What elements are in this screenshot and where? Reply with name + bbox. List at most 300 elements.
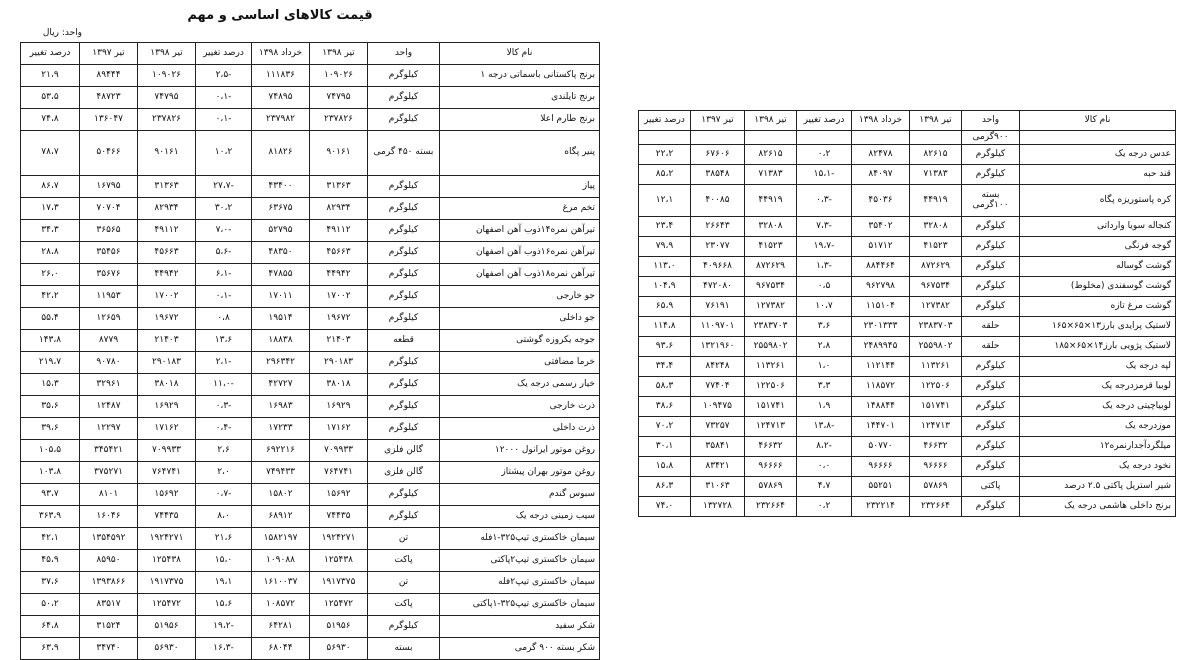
item-name-cell: تخم مرغ bbox=[440, 198, 600, 220]
table-cell: ۸۴۰۹۷ bbox=[852, 165, 910, 185]
table-row bbox=[639, 377, 1176, 397]
item-name-cell: سیمان خاکستری تیپ۲پاکتی bbox=[440, 550, 600, 572]
item-name-cell: گوجه فرنگی bbox=[1020, 237, 1176, 257]
table-cell: کیلوگرم bbox=[368, 264, 440, 286]
table-cell: ۴۴۹۱۹ bbox=[745, 185, 797, 217]
table-cell: ۲۳۲۲۱۴ bbox=[852, 497, 910, 517]
table-cell: ۱۵۱۷۴۱ bbox=[910, 397, 962, 417]
table-cell: ۱۷،۳ bbox=[21, 198, 80, 220]
item-name-cell: روغن موتور ایرانول ۱۲۰۰۰ bbox=[440, 440, 600, 462]
table-cell: ۳۰،۲ bbox=[196, 198, 252, 220]
table-cell: ۱۵۶۹۲ bbox=[310, 484, 368, 506]
table-cell: ۲۶،۰ bbox=[21, 264, 80, 286]
table-cell: ۶۹۲۲۱۶ bbox=[252, 440, 310, 462]
table-cell: ۱۰۵،۵ bbox=[21, 440, 80, 462]
table-cell: کیلوگرم bbox=[962, 145, 1020, 165]
table-row bbox=[21, 484, 600, 506]
table-cell: ۵۸،۳ bbox=[639, 377, 691, 397]
column-header: نام کالا bbox=[1020, 111, 1176, 131]
item-name-cell: شیر استریل پاکتی ۲.۵ درصد bbox=[1020, 477, 1176, 497]
table-cell: -۰،۱ bbox=[196, 87, 252, 109]
item-name-cell: لاستیک پرایدی بارز۱۳×۶۵×۱۶۵ bbox=[1020, 317, 1176, 337]
table-cell: ۸۳۴۲۱ bbox=[691, 457, 745, 477]
table-cell: ۳۵۴۵۶ bbox=[80, 242, 138, 264]
table-cell: ۷۴۴۳۵ bbox=[138, 506, 196, 528]
table-cell: ۱۰۸۵۷۲ bbox=[252, 594, 310, 616]
table-cell: ۲۵۵۹۸۰۲ bbox=[745, 337, 797, 357]
table-cell: ۸۵،۲ bbox=[639, 165, 691, 185]
table-cell: ۴۹۱۱۲ bbox=[310, 220, 368, 242]
table-cell: ۲۳۷۹۸۲ bbox=[252, 109, 310, 131]
table-row bbox=[21, 242, 600, 264]
table-cell: ۴۴۹۱۹ bbox=[910, 185, 962, 217]
table-cell: -۵،۶ bbox=[196, 242, 252, 264]
table-cell: ۴۳۴۰۰ bbox=[252, 176, 310, 198]
table-cell: ۵۷۸۶۹ bbox=[745, 477, 797, 497]
table-cell: ۲۶۶۴۳ bbox=[691, 217, 745, 237]
table-row bbox=[21, 418, 600, 440]
table-cell: -۲۷،۷ bbox=[196, 176, 252, 198]
table-cell: ۷۸،۷ bbox=[21, 131, 80, 176]
table-cell: کیلوگرم bbox=[368, 484, 440, 506]
table-cell: ۷۷۴۰۴ bbox=[691, 377, 745, 397]
table-cell: -۶،۱ bbox=[196, 264, 252, 286]
table-cell: کیلوگرم bbox=[368, 506, 440, 528]
table-cell: ۸۲۹۳۴ bbox=[138, 198, 196, 220]
column-header: نام کالا bbox=[440, 43, 600, 65]
table-cell: ۴۴۹۴۲ bbox=[138, 264, 196, 286]
column-header: تیر ۱۳۹۸ bbox=[138, 43, 196, 65]
table-row bbox=[639, 477, 1176, 497]
table-cell: ۲۸،۸ bbox=[21, 242, 80, 264]
table-cell: ۹۰۱۶۱ bbox=[310, 131, 368, 176]
table-cell: ۴۸۳۵۰ bbox=[252, 242, 310, 264]
table-cell: ۴۱۵۲۳ bbox=[910, 237, 962, 257]
table-cell: -۰،۱ bbox=[196, 286, 252, 308]
table-cell: ۴۲۷۲۷ bbox=[252, 374, 310, 396]
column-header: درصد تغییر bbox=[196, 43, 252, 65]
table-cell: ۶۴۲۸۱ bbox=[252, 616, 310, 638]
table-row bbox=[639, 437, 1176, 457]
table-row bbox=[21, 286, 600, 308]
table-row bbox=[21, 440, 600, 462]
table-cell: ۳۵۸۴۱ bbox=[691, 437, 745, 457]
table-cell: ۱۱۱۸۳۶ bbox=[252, 65, 310, 87]
table-row bbox=[21, 572, 600, 594]
table-cell: کیلوگرم bbox=[962, 257, 1020, 277]
document-title: قیمت کالاهای اساسی و مهم bbox=[187, 8, 373, 23]
item-name-cell: ذرت داخلی bbox=[440, 418, 600, 440]
table-cell: کیلوگرم bbox=[368, 286, 440, 308]
table-row bbox=[21, 352, 600, 374]
table-cell: ۱۹۱۷۳۷۵ bbox=[138, 572, 196, 594]
item-name-cell: جو خارجی bbox=[440, 286, 600, 308]
table-cell: ۷۱۳۸۳ bbox=[910, 165, 962, 185]
table-cell: کیلوگرم bbox=[962, 497, 1020, 517]
table-row bbox=[639, 397, 1176, 417]
table-cell: ۴۱۵۲۳ bbox=[745, 237, 797, 257]
table-cell: ۲،۰ bbox=[196, 462, 252, 484]
table-cell: ۲۲،۲ bbox=[639, 145, 691, 165]
table-cell: ۲۳۰۱۳۳۳ bbox=[852, 317, 910, 337]
table-cell: ۱۹۶۷۲ bbox=[310, 308, 368, 330]
table-cell: کیلوگرم bbox=[962, 165, 1020, 185]
table-cell: ۱۵،۰ bbox=[196, 550, 252, 572]
table-cell: ۷۰۹۹۳۳ bbox=[310, 440, 368, 462]
item-name-cell: لوبیاچیتی درجه یک bbox=[1020, 397, 1176, 417]
table-cell: ۵۱۹۵۶ bbox=[310, 616, 368, 638]
item-name-cell: کنجاله سویا وارداتی bbox=[1020, 217, 1176, 237]
table-cell: ۵۱۷۱۲ bbox=[852, 237, 910, 257]
table-cell: ۳۵،۶ bbox=[21, 396, 80, 418]
table-cell: -۷،۳ bbox=[797, 217, 852, 237]
table-cell: ۶۵،۹ bbox=[639, 297, 691, 317]
item-name-cell: ذرت خارجی bbox=[440, 396, 600, 418]
table-cell: ۶۸۰۴۴ bbox=[252, 638, 310, 660]
table-cell: ۵۱۹۵۶ bbox=[138, 616, 196, 638]
table-cell bbox=[852, 131, 910, 145]
table-cell: کیلوگرم bbox=[962, 377, 1020, 397]
table-cell: ۱۱۲۱۴۴ bbox=[852, 357, 910, 377]
table-cell: ۸۱۸۲۶ bbox=[252, 131, 310, 176]
table-cell: ۱۰۹۰۲۶ bbox=[138, 65, 196, 87]
item-name-cell: شکر سفید bbox=[440, 616, 600, 638]
table-cell: ۷۶۱۹۱ bbox=[691, 297, 745, 317]
table-cell bbox=[745, 131, 797, 145]
item-name-cell: برنج داخلی هاشمی درجه یک bbox=[1020, 497, 1176, 517]
table-cell: ۳۹،۶ bbox=[21, 418, 80, 440]
price-table-left bbox=[20, 42, 600, 660]
table-cell: کیلوگرم bbox=[368, 87, 440, 109]
table-cell: ۱۲،۱ bbox=[639, 185, 691, 217]
table-cell: ۷۰۷۰۴ bbox=[80, 198, 138, 220]
table-cell: -۱۹،۷ bbox=[797, 237, 852, 257]
table-cell: ۴،۷ bbox=[797, 477, 852, 497]
table-cell: ۱۲۷۳۸۲ bbox=[910, 297, 962, 317]
table-cell: -۲،۵ bbox=[196, 65, 252, 87]
table-row bbox=[21, 87, 600, 109]
table-row bbox=[639, 217, 1176, 237]
table-row bbox=[21, 308, 600, 330]
price-table-right bbox=[638, 110, 1176, 517]
table-cell: ۱۱۹۵۳ bbox=[80, 286, 138, 308]
table-cell: ۱۹۲۴۲۷۱ bbox=[310, 528, 368, 550]
table-cell: ۵۵،۴ bbox=[21, 308, 80, 330]
table-cell: ۲۱،۶ bbox=[196, 528, 252, 550]
table-cell: ۲۱۹،۷ bbox=[21, 352, 80, 374]
table-cell: ۱۲۲۵۰۶ bbox=[910, 377, 962, 397]
table-cell: ۹۶۷۵۳۴ bbox=[910, 277, 962, 297]
table-cell: ۳۱۵۲۴ bbox=[80, 616, 138, 638]
table-cell: ۷۰۹۹۳۳ bbox=[138, 440, 196, 462]
column-header: تیر ۱۳۹۸ bbox=[310, 43, 368, 65]
table-cell: ۴۰۰۸۵ bbox=[691, 185, 745, 217]
column-header: خرداد ۱۳۹۸ bbox=[852, 111, 910, 131]
table-cell: ۴۴۹۴۲ bbox=[310, 264, 368, 286]
table-cell: ۱۵۶۹۲ bbox=[138, 484, 196, 506]
table-cell: کیلوگرم bbox=[962, 437, 1020, 457]
table-cell: ۱۷۰۱۱ bbox=[252, 286, 310, 308]
table-cell: کیلوگرم bbox=[962, 297, 1020, 317]
table-cell: کیلوگرم bbox=[962, 357, 1020, 377]
table-cell: قطعه bbox=[368, 330, 440, 352]
table-cell: -۰،۳ bbox=[797, 185, 852, 217]
table-cell: ۳۶۳،۹ bbox=[21, 506, 80, 528]
table-cell: ۱۳۶۰۴۷ bbox=[80, 109, 138, 131]
table-cell: پاکتی bbox=[962, 477, 1020, 497]
table-cell: ۴۶۶۳۲ bbox=[745, 437, 797, 457]
table-cell: -۰،۱ bbox=[196, 109, 252, 131]
table-cell: ۱۷۱۶۲ bbox=[310, 418, 368, 440]
table-cell: ۸۵۹۵۰ bbox=[80, 550, 138, 572]
table-cell bbox=[691, 131, 745, 145]
table-cell: ۱۶۹۸۳ bbox=[252, 396, 310, 418]
table-cell: ۱۶۱۰۰۳۷ bbox=[252, 572, 310, 594]
table-cell: ۳۶۵۶۵ bbox=[80, 220, 138, 242]
item-name-cell: جوجه یکروزه گوشتی bbox=[440, 330, 600, 352]
table-cell: ۱۷۱۶۲ bbox=[138, 418, 196, 440]
table-cell: ۵۶۹۳۰ bbox=[138, 638, 196, 660]
table-cell: ۱۰۳،۸ bbox=[21, 462, 80, 484]
table-cell: ۲۹۶۳۴۲ bbox=[252, 352, 310, 374]
table-cell: ۱۶۷۹۵ bbox=[80, 176, 138, 198]
table-cell: ۱۶۹۲۹ bbox=[138, 396, 196, 418]
table-cell: ۵۲۷۹۵ bbox=[252, 220, 310, 242]
table-cell: ۵۰۷۷۰ bbox=[852, 437, 910, 457]
table-cell: ۴۶۶۳۲ bbox=[910, 437, 962, 457]
table-cell: ۱۵۱۷۴۱ bbox=[745, 397, 797, 417]
table-cell: ۱۱۳،۰ bbox=[639, 257, 691, 277]
table-cell: ۱۵۸۲۱۹۷ bbox=[252, 528, 310, 550]
table-cell: ۸۳۵۱۷ bbox=[80, 594, 138, 616]
table-cell: ۹۶۶۶۶ bbox=[910, 457, 962, 477]
table-cell: ۲۱۴۰۳ bbox=[310, 330, 368, 352]
table-cell: ۱۵،۸ bbox=[639, 457, 691, 477]
table-cell: -۱۳،۸ bbox=[797, 417, 852, 437]
table-cell: ۱۳۵۴۵۹۲ bbox=[80, 528, 138, 550]
table-cell: ۳۱۳۶۳ bbox=[138, 176, 196, 198]
table-cell: ۲۳۸۳۷۰۳ bbox=[745, 317, 797, 337]
table-cell: ۳۷،۶ bbox=[21, 572, 80, 594]
item-name-cell: نخود درجه یک bbox=[1020, 457, 1176, 477]
table-cell: ۸۶،۷ bbox=[21, 176, 80, 198]
column-header: تیر ۱۳۹۷ bbox=[691, 111, 745, 131]
table-cell: ۳،۳ bbox=[797, 377, 852, 397]
table-cell: ۸،۰ bbox=[196, 506, 252, 528]
table-cell: کیلوگرم bbox=[962, 457, 1020, 477]
table-cell: ۱۶۰۴۶ bbox=[80, 506, 138, 528]
table-cell: ۱۹۵۱۴ bbox=[252, 308, 310, 330]
table-cell: ۷۶۴۷۴۱ bbox=[138, 462, 196, 484]
table-cell: ۲۳۸۳۷۰۳ bbox=[910, 317, 962, 337]
table-cell: -۱۱،۰ bbox=[196, 374, 252, 396]
table-cell: ۱۲۴۸۷ bbox=[80, 396, 138, 418]
table-cell: حلقه bbox=[962, 317, 1020, 337]
table-cell: ۳۸۵۴۸ bbox=[691, 165, 745, 185]
table-cell: ۴۵۶۶۳ bbox=[310, 242, 368, 264]
table-row bbox=[639, 165, 1176, 185]
table-cell: ۰،۸ bbox=[196, 308, 252, 330]
table-cell: ۶۳،۹ bbox=[21, 638, 80, 660]
table-row bbox=[21, 65, 600, 87]
table-cell: ۹۳،۶ bbox=[639, 337, 691, 357]
table-cell: ۴۷۸۵۵ bbox=[252, 264, 310, 286]
table-cell: ۷۴،۰ bbox=[639, 497, 691, 517]
table-row bbox=[21, 528, 600, 550]
item-name-cell: لوبیا قرمزدرجه یک bbox=[1020, 377, 1176, 397]
item-name-cell: جو داخلی bbox=[440, 308, 600, 330]
table-cell: ۴۷۲۰۸۰ bbox=[691, 277, 745, 297]
table-cell: ۸۲۴۷۸ bbox=[852, 145, 910, 165]
table-cell: ۱۶۹۲۹ bbox=[310, 396, 368, 418]
table-cell: ۵۶۹۳۰ bbox=[310, 638, 368, 660]
table-cell: کیلوگرم bbox=[368, 176, 440, 198]
table-cell: -۱۹،۲ bbox=[196, 616, 252, 638]
table-cell: ۱۲۶۵۹ bbox=[80, 308, 138, 330]
table-cell: تن bbox=[368, 572, 440, 594]
table-cell: -۰،۷ bbox=[196, 484, 252, 506]
table-cell: ۹۰۰گرمی bbox=[962, 131, 1020, 145]
table-cell: ۸۸۴۴۶۴ bbox=[852, 257, 910, 277]
table-cell: ۸۲۶۱۵ bbox=[745, 145, 797, 165]
table-cell: ۱۱۳۲۶۱ bbox=[910, 357, 962, 377]
item-name-cell: موزدرجه یک bbox=[1020, 417, 1176, 437]
table-cell: ۲۳۷۸۲۶ bbox=[138, 109, 196, 131]
table-cell: ۸۷۲۶۲۹ bbox=[745, 257, 797, 277]
table-cell: ۶۸۹۱۲ bbox=[252, 506, 310, 528]
table-row bbox=[21, 506, 600, 528]
table-cell: بسته bbox=[368, 638, 440, 660]
table-cell: ۲۳۷۸۲۶ bbox=[310, 109, 368, 131]
table-cell: -۷،۰ bbox=[196, 220, 252, 242]
table-cell: -۱،۳ bbox=[797, 257, 852, 277]
table-cell: ۲۱۴۰۳ bbox=[138, 330, 196, 352]
table-cell: گالن فلزی bbox=[368, 462, 440, 484]
table-row bbox=[21, 330, 600, 352]
table-cell: ۴۲،۱ bbox=[21, 528, 80, 550]
table-cell: ۵۷۸۶۹ bbox=[910, 477, 962, 497]
table-cell: ۱۰،۷ bbox=[797, 297, 852, 317]
column-header: تیر ۱۳۹۷ bbox=[80, 43, 138, 65]
item-name-cell: پیاز bbox=[440, 176, 600, 198]
table-cell: ۷۹،۹ bbox=[639, 237, 691, 257]
item-name-cell: سبوس گندم bbox=[440, 484, 600, 506]
table-cell: -۸،۲ bbox=[797, 437, 852, 457]
table-cell: ۱۲۲۵۰۶ bbox=[745, 377, 797, 397]
item-name-cell: برنج پاکستانی باسماتی درجه ۱ bbox=[440, 65, 600, 87]
table-cell: کیلوگرم bbox=[962, 217, 1020, 237]
table-cell: ۳۸۰۱۸ bbox=[138, 374, 196, 396]
table-cell: ۶۳۶۷۵ bbox=[252, 198, 310, 220]
item-name-cell: گوشت مرغ تازه bbox=[1020, 297, 1176, 317]
table-row bbox=[639, 497, 1176, 517]
table-cell: ۳۰،۱ bbox=[639, 437, 691, 457]
table-cell: ۷۰،۲ bbox=[639, 417, 691, 437]
table-row bbox=[639, 131, 1176, 145]
table-row bbox=[21, 638, 600, 660]
item-name-cell: گوشت گوسفندی (مخلوط) bbox=[1020, 277, 1176, 297]
table-cell: ۸۲۶۱۵ bbox=[910, 145, 962, 165]
table-cell: ۱۴۳،۸ bbox=[21, 330, 80, 352]
table-row bbox=[21, 396, 600, 418]
table-cell bbox=[910, 131, 962, 145]
table-cell: ۰،۵ bbox=[797, 277, 852, 297]
table-cell: ۷۴۹۴۳۳ bbox=[252, 462, 310, 484]
table-cell: ۲۳۲۶۶۴ bbox=[745, 497, 797, 517]
table-cell: ۰،۲ bbox=[797, 497, 852, 517]
table-cell: ۸۴۲۴۸ bbox=[691, 357, 745, 377]
column-header: تیر ۱۳۹۸ bbox=[745, 111, 797, 131]
table-cell: ۱۲۴۷۱۳ bbox=[910, 417, 962, 437]
table-cell: ۱۱۴،۸ bbox=[639, 317, 691, 337]
table-cell: ۶۷۶۰۶ bbox=[691, 145, 745, 165]
table-cell: کیلوگرم bbox=[368, 418, 440, 440]
table-cell: ۱۵،۶ bbox=[196, 594, 252, 616]
table-cell: ۴۵۰۳۶ bbox=[852, 185, 910, 217]
table-cell: ۱۷۲۳۳ bbox=[252, 418, 310, 440]
table-cell: ۴۵،۹ bbox=[21, 550, 80, 572]
table-cell: ۱۲۵۴۳۸ bbox=[138, 550, 196, 572]
table-cell: ۱۴۸۸۴۴ bbox=[852, 397, 910, 417]
table-cell: ۱۹۲۴۲۷۱ bbox=[138, 528, 196, 550]
item-name-cell: قند حبه bbox=[1020, 165, 1176, 185]
table-cell: ۹۳،۷ bbox=[21, 484, 80, 506]
table-cell: ۱۲۵۴۳۸ bbox=[310, 550, 368, 572]
table-cell: ۱۳۹۳۸۶۶ bbox=[80, 572, 138, 594]
table-cell: ۸۷۷۹ bbox=[80, 330, 138, 352]
table-cell: ۳۴۵۴۲۱ bbox=[80, 440, 138, 462]
table-cell: ۱۱۵۱۰۴ bbox=[852, 297, 910, 317]
table-row bbox=[21, 550, 600, 572]
table-cell: ۵۳،۵ bbox=[21, 87, 80, 109]
table-cell: ۵۰،۲ bbox=[21, 594, 80, 616]
item-name-cell: برنج تایلندی bbox=[440, 87, 600, 109]
column-header: واحد bbox=[368, 43, 440, 65]
table-cell: ۷۴۷۹۵ bbox=[310, 87, 368, 109]
table-cell: ۸۷۲۶۲۹ bbox=[910, 257, 962, 277]
table-cell: ۱۱۸۵۷۲ bbox=[852, 377, 910, 397]
table-cell: ۱۳۲۷۲۸ bbox=[691, 497, 745, 517]
table-cell: کیلوگرم bbox=[962, 417, 1020, 437]
table-cell: ۱،۰ bbox=[797, 357, 852, 377]
table-cell: کیلوگرم bbox=[368, 65, 440, 87]
table-cell: ۶۴،۸ bbox=[21, 616, 80, 638]
table-cell: ۳۴،۳ bbox=[21, 220, 80, 242]
table-cell: ۱۷۰۰۲ bbox=[310, 286, 368, 308]
table-cell: ۱۲۵۴۷۲ bbox=[138, 594, 196, 616]
table-cell: پاکت bbox=[368, 594, 440, 616]
table-row bbox=[639, 297, 1176, 317]
table-cell: ۱۰،۲ bbox=[196, 131, 252, 176]
table-cell: گالن فلزی bbox=[368, 440, 440, 462]
table-cell: کیلوگرم bbox=[368, 109, 440, 131]
table-cell: ۷۴۷۹۵ bbox=[138, 87, 196, 109]
table-cell: ۴۰۹۶۶۸ bbox=[691, 257, 745, 277]
table-cell: ۸۱۰۱ bbox=[80, 484, 138, 506]
column-header: درصد تغییر bbox=[21, 43, 80, 65]
table-cell: حلقه bbox=[962, 337, 1020, 357]
item-name-cell: کره پاستوریزه پگاه bbox=[1020, 185, 1176, 217]
item-name-cell: عدس درجه یک bbox=[1020, 145, 1176, 165]
table-row bbox=[639, 357, 1176, 377]
table-cell: ۲،۸ bbox=[797, 337, 852, 357]
table-cell: ۷۴۴۳۵ bbox=[310, 506, 368, 528]
column-header: درصد تغییر bbox=[639, 111, 691, 131]
table-cell: ۹۶۶۶۶ bbox=[745, 457, 797, 477]
item-name-cell: خیار رسمی درجه یک bbox=[440, 374, 600, 396]
unit-note: واحد: ریال bbox=[42, 28, 82, 38]
table-cell: ۴۸۷۲۳ bbox=[80, 87, 138, 109]
